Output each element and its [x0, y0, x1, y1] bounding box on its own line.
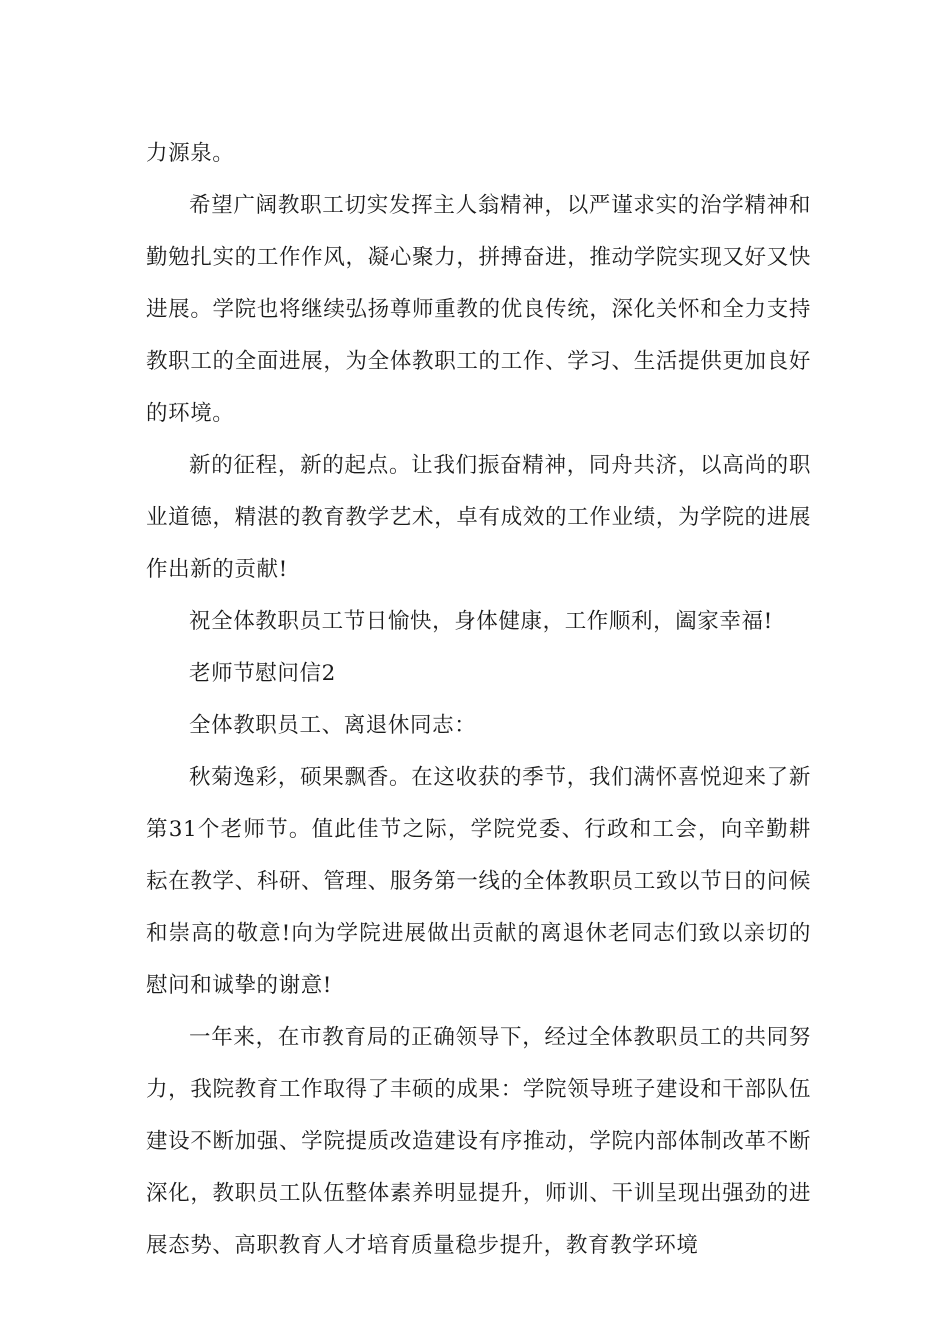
paragraph-hope: 希望广阔教职工切实发挥主人翁精神，以严谨求实的治学精神和勤勉扎实的工作作风，凝心聚力，拼搏奋进，推动学院实现又好又快进展。学院也将继续弘扬尊师重教的优良传统，深化关怀和全力支持教职工的全面进展，为全体教职工的工作、学习、生活提供更加良好的环境。 — [146, 193, 811, 426]
section-title: 老师节慰问信2 — [189, 661, 336, 686]
paragraph-autumn: 秋菊逸彩，硕果飘香。在这收获的季节，我们满怀喜悦迎来了新第31个老师节。值此佳节之际，学院党委、行政和工会，向辛勤耕耘在教学、科研、管理、服务第一线的全体教职员工致以节日的问候和崇高的敬意!向为学院进展做出贡献的离退休老同志们致以亲切的慰问和诚挚的谢意! — [146, 765, 811, 998]
paragraph-past-year: 一年来，在市教育局的正确领导下，经过全体教职员工的共同努力，我院教育工作取得了丰硕的成果：学院领导班子建设和干部队伍建设不断加强、学院提质改造建设有序推动，学院内部体制改革不断深化，教职员工队伍整体素养明显提升，师训、干训呈现出强劲的进展态势、高职教育人才培育质量稳步提升，教育教学环境 — [146, 1025, 811, 1258]
paragraph-continuation: 力源泉。 — [146, 141, 235, 166]
document-body — [146, 128, 811, 1272]
salutation: 全体教职员工、离退休同志： — [189, 713, 477, 738]
paragraph-wishes: 祝全体教职员工节日愉快，身体健康，工作顺利，阖家幸福! — [189, 609, 773, 634]
paragraph-new-journey: 新的征程，新的起点。让我们振奋精神，同舟共济，以高尚的职业道德，精湛的教育教学艺术，卓有成效的工作业绩，为学院的进展作出新的贡献! — [146, 453, 811, 582]
